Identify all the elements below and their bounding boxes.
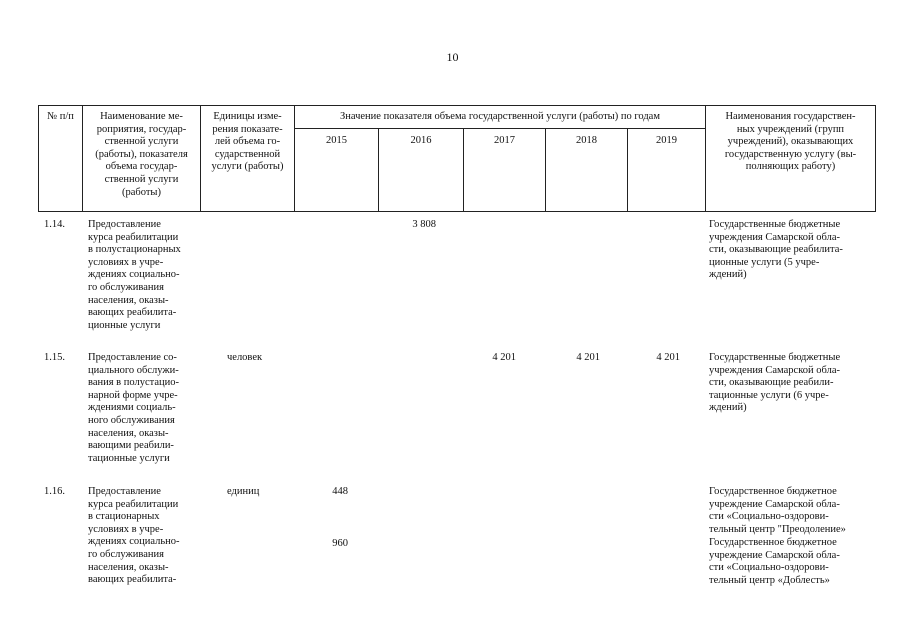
- row-number: 1.16.: [44, 486, 65, 497]
- years-divider: [294, 128, 705, 129]
- header-values-title: Значение показателя объема государственной услуги (работы) по годам: [340, 111, 660, 122]
- row-institutions-b: Государственное бюджетное учреждение Самарской обла- сти «Социально-оздорови- тельный центр «Доблесть»: [709, 537, 840, 586]
- header-year-2017: 2017: [494, 135, 515, 146]
- row-institutions-a: Государственное бюджетное учреждение Самарской обла- сти «Социально-оздорови- тельный центр "Преодоление»: [709, 486, 846, 535]
- header-year-2019: 2019: [656, 135, 677, 146]
- header-year-2018: 2018: [576, 135, 597, 146]
- row-unit: единиц: [227, 486, 260, 497]
- row-value-2018: 4 201: [576, 352, 600, 363]
- row-name: Предоставление курса реабилитации в стационарных условиях в учре- ждениях социально- го обслуживания населения, оказы- вающих реабилита-: [88, 486, 180, 586]
- row-number: 1.15.: [44, 352, 65, 363]
- row-unit: человек: [227, 352, 263, 363]
- header-institutions: Наименования государствен- ных учреждений (групп учреждений), оказывающих государственную услугу (вы- полняющих работу): [724, 111, 857, 173]
- page-number: 10: [446, 50, 459, 64]
- header-bottom-border: [38, 211, 876, 212]
- row-institutions: Государственные бюджетные учреждения Самарской обла- сти, оказывающие реабилита- ционные услуги (5 учре- ждений): [709, 219, 843, 281]
- header-year-2016: 2016: [410, 135, 432, 146]
- header-year-2015: 2015: [326, 135, 347, 146]
- row-name: Предоставление со- циального обслужи- вания в полустацио- нарной форме учре- ждениями социаль- ного обслуживания населения, оказы- вающими реабили- тационные услуги: [88, 352, 179, 464]
- row-number: 1.14.: [44, 219, 65, 230]
- table-top-border: [38, 105, 876, 106]
- col-border-right: [875, 105, 876, 212]
- header-num: № п/п: [47, 111, 74, 122]
- header-units: Единицы изме- рения показате- лей объема го- сударственной услуги (работы): [211, 111, 284, 173]
- row-value-2015-b: 960: [332, 538, 348, 549]
- header-name: Наименование ме- роприятия, государ- ственной услуги (работы), показателя объема государ- ственной услуги (работы): [95, 111, 188, 198]
- row-value-2017: 4 201: [492, 352, 516, 363]
- row-value-2019: 4 201: [656, 352, 680, 363]
- row-value-2016: 3 808: [412, 219, 436, 230]
- row-name: Предоставление курса реабилитации в полустационарных условиях в учре- ждениях социально- го обслуживания населения, оказы- вающих реабилита- ционные услуги: [88, 219, 181, 331]
- row-institutions: Государственные бюджетные учреждения Самарской обла- сти, оказывающие реабили- тационные услуги (6 учре- ждений): [709, 352, 841, 414]
- row-value-2015-a: 448: [332, 486, 348, 497]
